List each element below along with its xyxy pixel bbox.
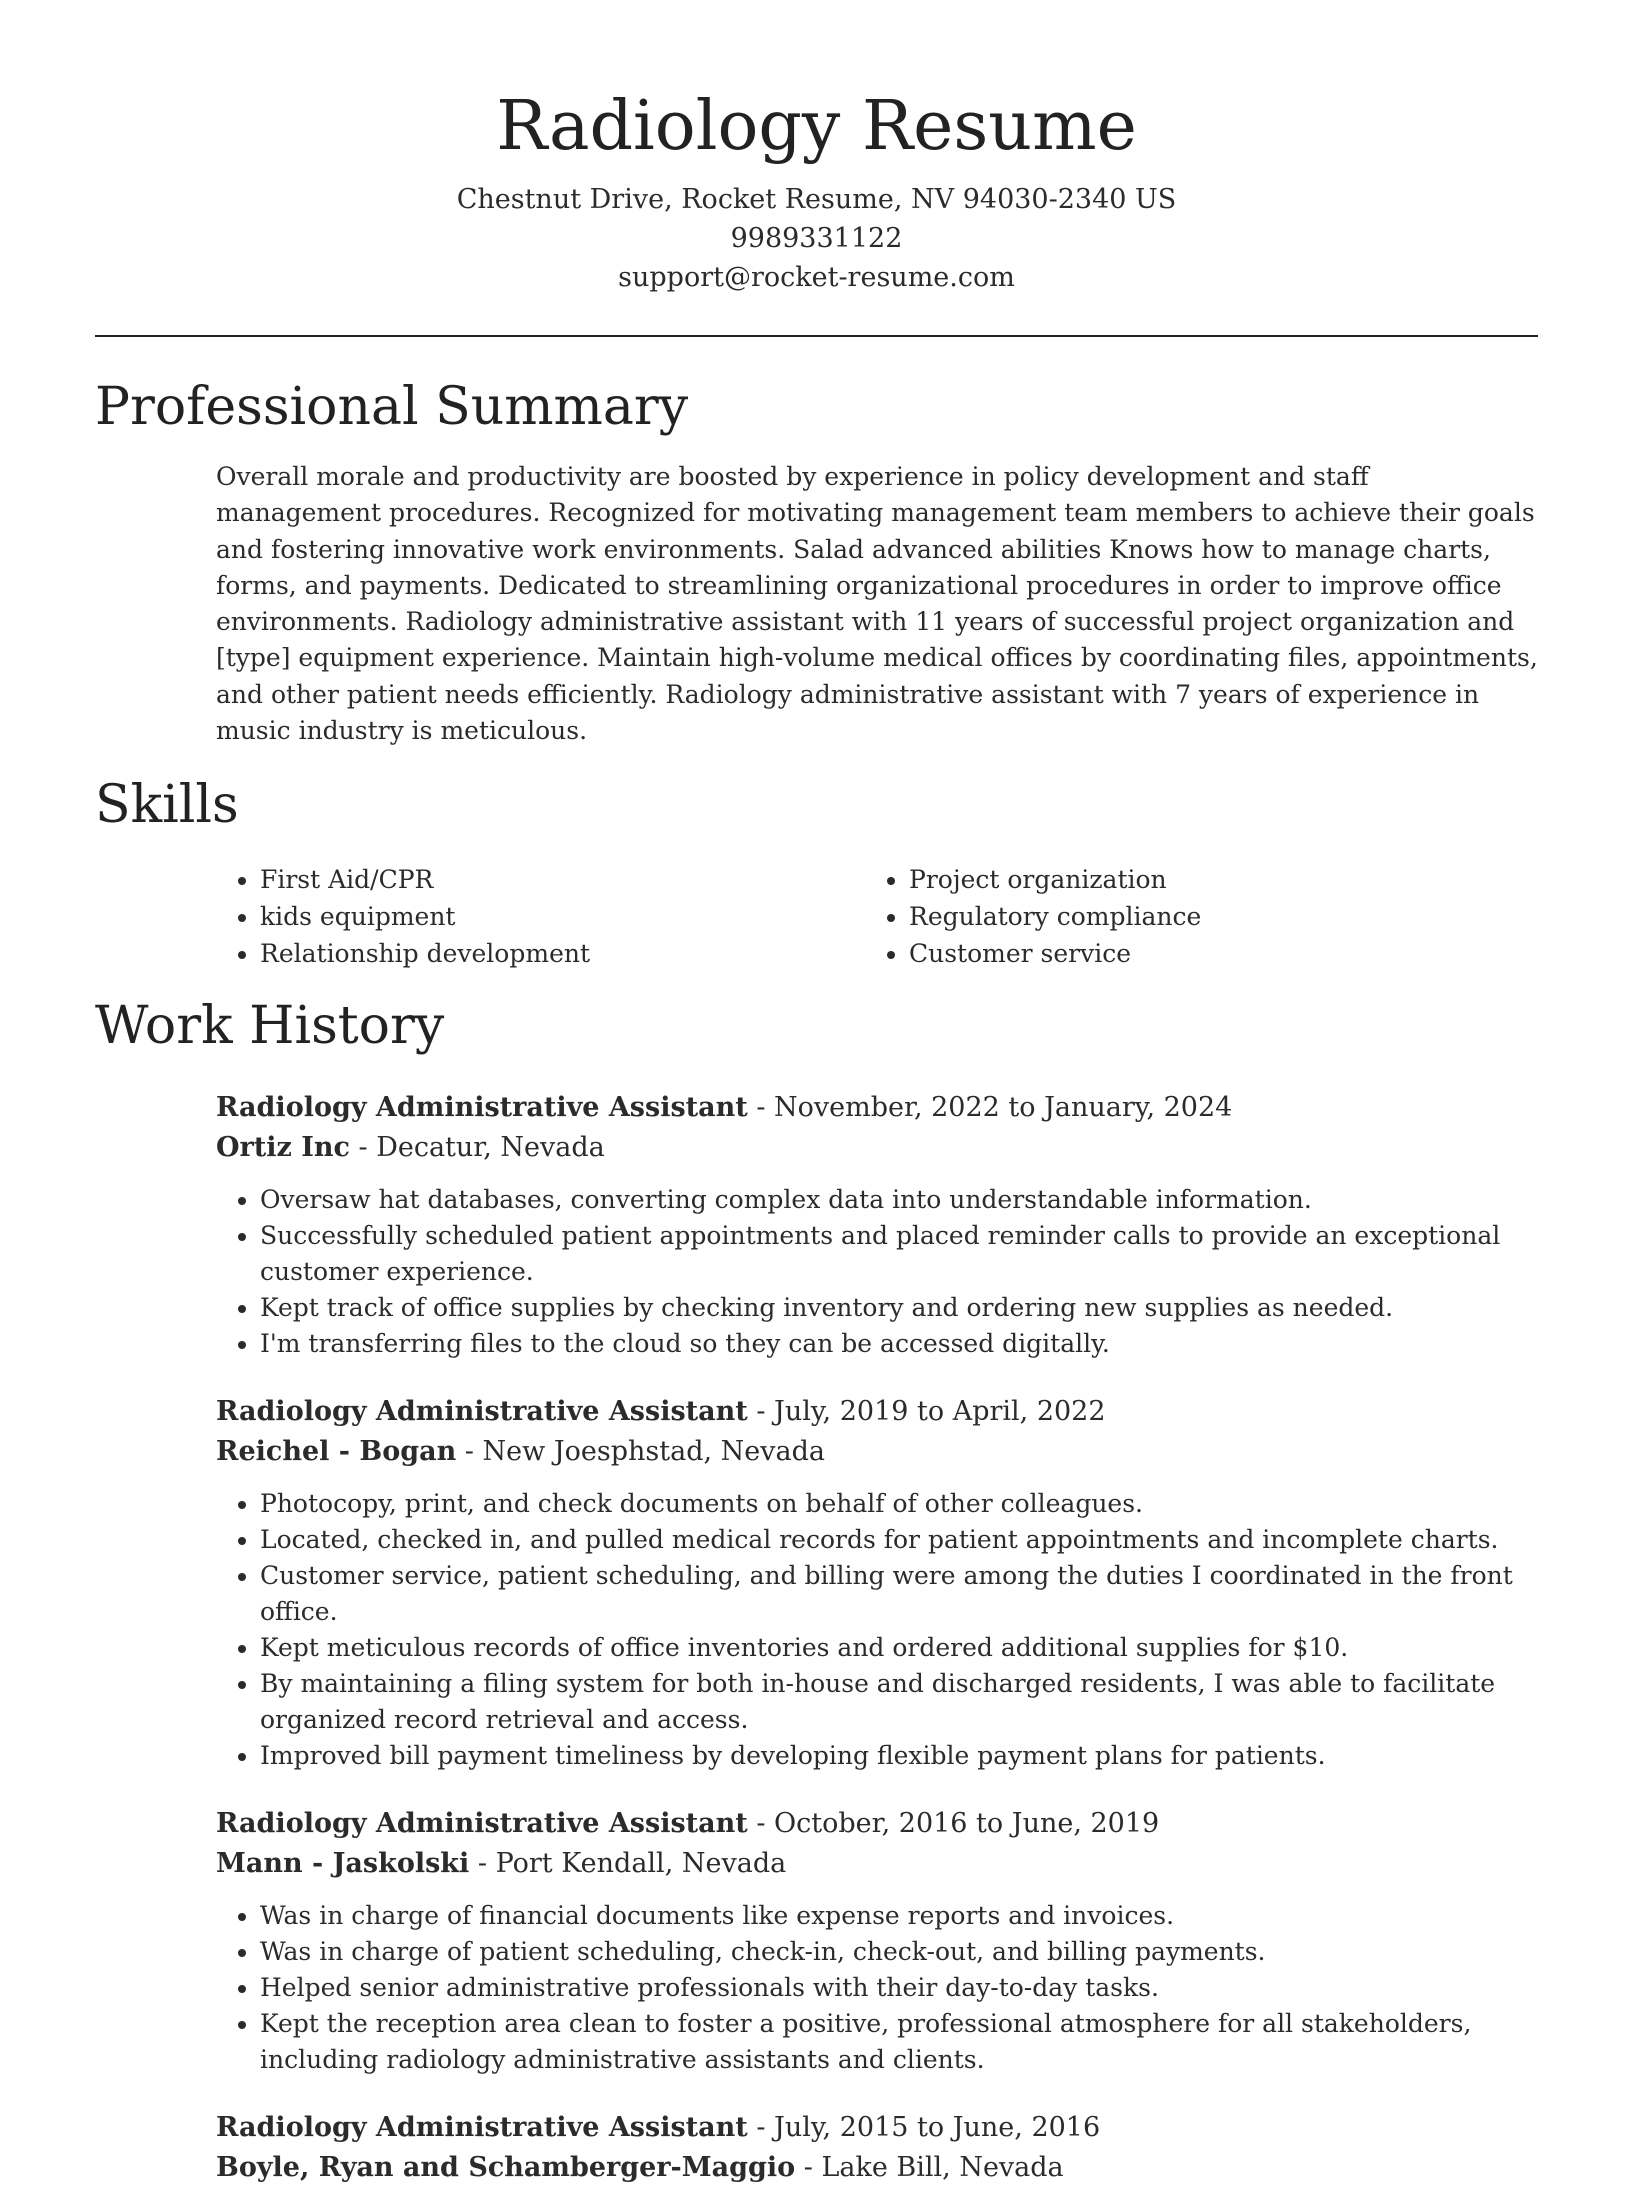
job-dates: July, 2019 to April, 2022 — [774, 1396, 1106, 1428]
skill-item: • Relationship development — [260, 935, 865, 972]
job-bullets — [216, 1182, 1538, 1362]
job-company-line: Reichel - Bogan - New Joesphstad, Nevada — [216, 1436, 825, 1468]
skill-item: • kids equipment — [260, 898, 865, 935]
summary-heading: Professional Summary — [95, 377, 689, 437]
job-title: Radiology Administrative Assistant — [216, 1396, 748, 1428]
job-bullet: • Helped senior administrative professionals with their day-to-day tasks. — [260, 1970, 1538, 2006]
job-bullet: • Was in charge of patient scheduling, check-in, check-out, and billing payments. — [260, 1934, 1538, 1970]
job-title-line: Radiology Administrative Assistant - October, 2016 to June, 2019 — [216, 1808, 1160, 1840]
job-title: Radiology Administrative Assistant — [216, 1808, 748, 1840]
job-location: Lake Bill, Nevada — [821, 2152, 1064, 2184]
job-entry — [216, 1804, 1538, 2078]
skills-list — [216, 861, 1538, 972]
job-entry — [216, 2108, 1538, 2188]
contact-phone: 9989331122 — [730, 223, 903, 254]
job-bullets — [216, 1898, 1538, 2078]
skill-item: • Regulatory compliance — [909, 898, 1201, 935]
job-company-line: Ortiz Inc - Decatur, Nevada — [216, 1132, 605, 1164]
job-bullet: • Successfully scheduled patient appointments and placed reminder calls to provide an exceptional customer experience. — [260, 1218, 1538, 1290]
work-history-heading: Work History — [95, 996, 445, 1057]
resume-title: Radiology Resume — [496, 87, 1137, 166]
job-bullet: • Kept meticulous records of office inventories and ordered additional supplies for $10. — [260, 1630, 1538, 1666]
job-bullet: • By maintaining a filing system for both in-house and discharged residents, I was able to facilitate organized record retrieval and access. — [260, 1666, 1538, 1738]
job-bullet: • Improved bill payment timeliness by developing flexible payment plans for patients. — [260, 1738, 1538, 1774]
job-title-line: Radiology Administrative Assistant - November, 2022 to January, 2024 — [216, 1092, 1233, 1124]
resume-header — [95, 0, 1538, 297]
job-dates: October, 2016 to June, 2019 — [774, 1808, 1160, 1840]
job-bullet: • Was in charge of financial documents like expense reports and invoices. — [260, 1898, 1538, 1934]
job-location: New Joesphstad, Nevada — [482, 1436, 825, 1468]
job-entry — [216, 1088, 1538, 1362]
summary-text: Overall morale and productivity are boosted by experience in policy development and staff management procedures. Recognized for motivating management team members to achieve their goals and fostering innovative work environments. Salad advanced abilities Knows how to manage charts, forms, and payments. Dedicated to streamlining organizational procedures in order to improve office environments. Radiology administrative assistant with 11 years of successful project organization and [type] equipment experience. Maintain high-volume medical offices by coordinating files, appointments, and other patient needs efficiently. Radiology administrative assistant with 7 years of experience in music industry is meticulous. — [216, 462, 1538, 746]
job-company-line: Boyle, Ryan and Schamberger-Maggio - Lake Bill, Nevada — [216, 2152, 1064, 2184]
skills-column-left — [216, 861, 865, 972]
job-location: Port Kendall, Nevada — [495, 1848, 787, 1880]
job-bullet: • Customer service, patient scheduling, and billing were among the duties I coordinated in the front office. — [260, 1558, 1538, 1630]
job-bullet: • Photocopy, print, and check documents on behalf of other colleagues. — [260, 1486, 1538, 1522]
contact-address: Chestnut Drive, Rocket Resume, NV 94030-2340 US — [456, 184, 1177, 215]
skills-column-right — [865, 861, 1201, 972]
job-company: Boyle, Ryan and Schamberger-Maggio — [216, 2152, 796, 2184]
resume-page — [95, 0, 1538, 2188]
job-dates: November, 2022 to January, 2024 — [774, 1092, 1233, 1124]
job-bullet: • Kept track of office supplies by checking inventory and ordering new supplies as needed. — [260, 1290, 1538, 1326]
job-bullets — [216, 1486, 1538, 1774]
header-divider — [95, 335, 1538, 337]
job-bullet: • Kept the reception area clean to foster a positive, professional atmosphere for all stakeholders, including radiology administrative assistants and clients. — [260, 2006, 1538, 2078]
contact-email: support@rocket-resume.com — [618, 262, 1015, 293]
job-entry — [216, 1392, 1538, 1774]
skill-item: • First Aid/CPR — [260, 861, 865, 898]
job-title-line: Radiology Administrative Assistant - July, 2019 to April, 2022 — [216, 1396, 1106, 1428]
job-bullet: • Located, checked in, and pulled medical records for patient appointments and incomplete charts. — [260, 1522, 1538, 1558]
job-company: Reichel - Bogan — [216, 1436, 457, 1468]
job-title: Radiology Administrative Assistant — [216, 1092, 748, 1124]
job-company: Mann - Jaskolski — [216, 1848, 470, 1880]
skill-item: • Customer service — [909, 935, 1201, 972]
job-company: Ortiz Inc — [216, 1132, 350, 1164]
skill-item: • Project organization — [909, 861, 1201, 898]
job-bullet: • Oversaw hat databases, converting complex data into understandable information. — [260, 1182, 1538, 1218]
job-bullet: • I'm transferring files to the cloud so they can be accessed digitally. — [260, 1326, 1538, 1362]
job-dates: July, 2015 to June, 2016 — [774, 2112, 1101, 2144]
job-title: Radiology Administrative Assistant — [216, 2112, 748, 2144]
job-location: Decatur, Nevada — [376, 1132, 605, 1164]
skills-heading: Skills — [95, 775, 239, 836]
job-company-line: Mann - Jaskolski - Port Kendall, Nevada — [216, 1848, 787, 1880]
contact-info — [95, 180, 1538, 297]
job-title-line: Radiology Administrative Assistant - July, 2015 to June, 2016 — [216, 2112, 1101, 2144]
